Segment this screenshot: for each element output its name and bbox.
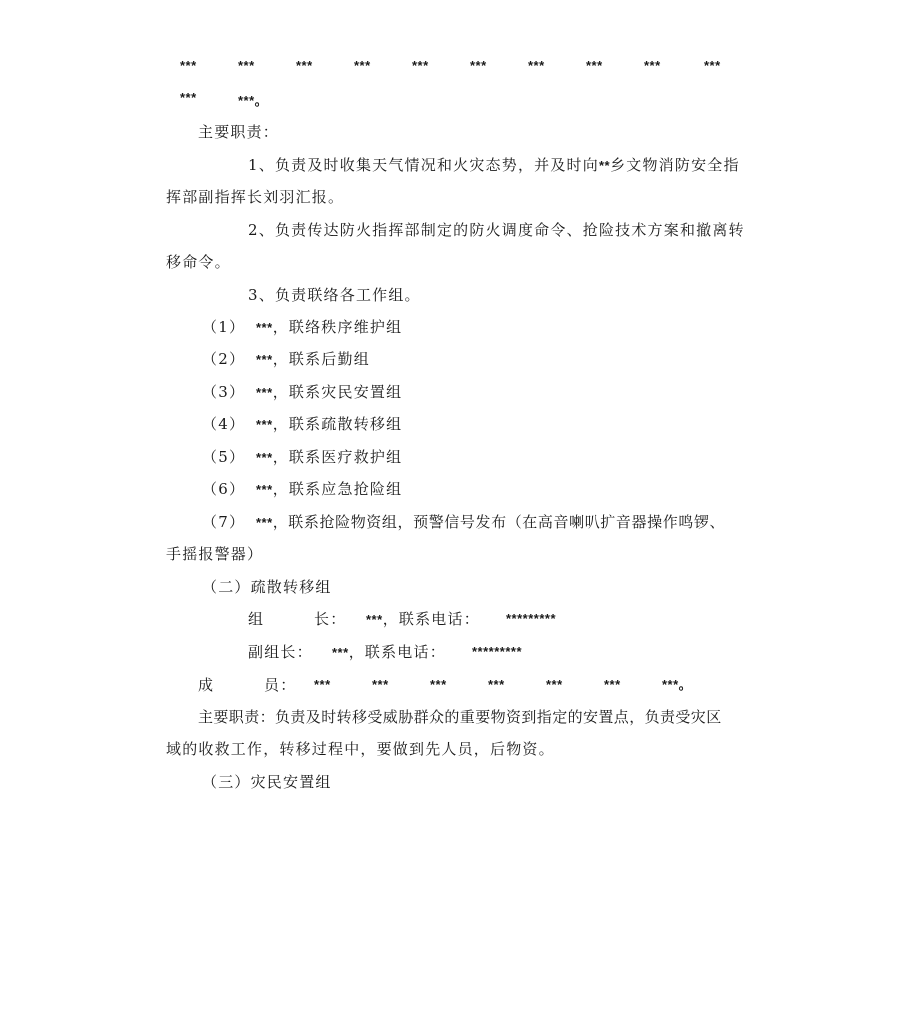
member-name: *** [704,58,721,73]
member-name: *** [354,58,371,73]
deputy-label: 副组长： [248,643,313,661]
leader-row [248,609,648,629]
item-content [256,512,725,533]
contact-name: *** [256,450,273,465]
contact-name: *** [256,417,273,432]
leader-phone: ********* [506,611,557,626]
item-number: （4） [202,415,246,433]
member-name: *** [314,677,331,692]
group-2-duty-line-1: 主要职责：负责及时转移受威胁群众的重要物资到指定的安置点，负责受灾区 [198,708,722,726]
duty-3: 3、负责联络各工作组。 [248,286,421,304]
contact-name: *** [256,352,273,367]
contact-text: ，联系后勤组 [272,350,370,368]
contact-text: ，联系灾民安置组 [272,383,403,401]
group-3-title: （三）灾民安置组 [202,773,332,791]
member-name: *** [430,677,447,692]
item-content [256,447,402,468]
member-name: *** [546,677,563,692]
members-label-b: 员： [264,676,297,694]
contact-text: ，联系疏散转移组 [272,415,403,433]
contact-text: ，联系应急抢险组 [272,480,403,498]
member-name: *** [644,58,661,73]
item-number: （1） [202,318,246,336]
contact-text: ，联系医疗救护组 [272,448,403,466]
deputy-phone: ********* [472,644,523,659]
contact-name: *** [256,320,273,335]
contact-text: ，联络秩序维护组 [272,318,403,336]
item-number: （6） [202,480,246,498]
member-name: ***。 [238,93,269,108]
item-content [256,349,370,370]
duty-2-line-1: 2、负责传达防火指挥部制定的防火调度命令、抢险技术方案和撤离转 [248,221,745,239]
duty-1-line-1 [248,155,740,176]
contact-name: *** [256,482,273,497]
duty-1-line-2: 挥部副指挥长刘羽汇报。 [166,188,345,206]
item-content [256,479,402,500]
member-name: *** [180,58,197,73]
contact-name: *** [256,515,273,530]
member-name: *** [412,58,429,73]
member-name: *** [296,58,313,73]
member-name: *** [238,58,255,73]
group-2-title: （二）疏散转移组 [202,578,332,596]
member-name: *** [470,58,487,73]
item-number: （5） [202,448,246,466]
item-number: （3） [202,383,246,401]
leader-phone-label: ，联系电话： [382,610,480,628]
item-number: （2） [202,350,246,368]
contact-name: *** [256,385,273,400]
leader-info [366,609,480,630]
member-name: *** [528,58,545,73]
members-label-a: 成 [198,676,215,694]
member-name: *** [604,677,621,692]
deputy-name: *** [332,645,349,660]
group-2-duty-line-2: 域的收救工作，转移过程中，要做到先人员，后物资。 [166,740,555,758]
contact-7-line-2: 手摇报警器） [166,545,264,563]
duties-heading: 主要职责： [198,123,280,141]
member-name: *** [372,677,389,692]
member-name: ***。 [662,677,693,692]
item-content [256,414,402,435]
item-number: （7） [202,513,246,531]
member-name: *** [586,58,603,73]
contact-text: ，联系抢险物资组，预警信号发布（在高音喇叭扩音器操作鸣锣、 [272,513,726,531]
leader-label-a: 组 [248,610,265,628]
deputy-info [332,642,446,663]
item-content [256,382,402,403]
deputy-row [248,642,648,662]
masked-town: ** [598,158,611,173]
duty-1-text: 1、负责及时收集天气情况和火灾态势，并及时向 [248,156,599,174]
leader-label-b: 长： [314,610,347,628]
member-name: *** [488,677,505,692]
deputy-phone-label: ，联系电话： [348,643,446,661]
leader-name: *** [366,612,383,627]
duty-1-text-cont: 乡文物消防安全指 [610,156,740,174]
member-name: *** [180,90,197,105]
duty-2-line-2: 移命令。 [166,253,231,271]
item-content [256,317,402,338]
group-2-members-row [198,675,738,695]
